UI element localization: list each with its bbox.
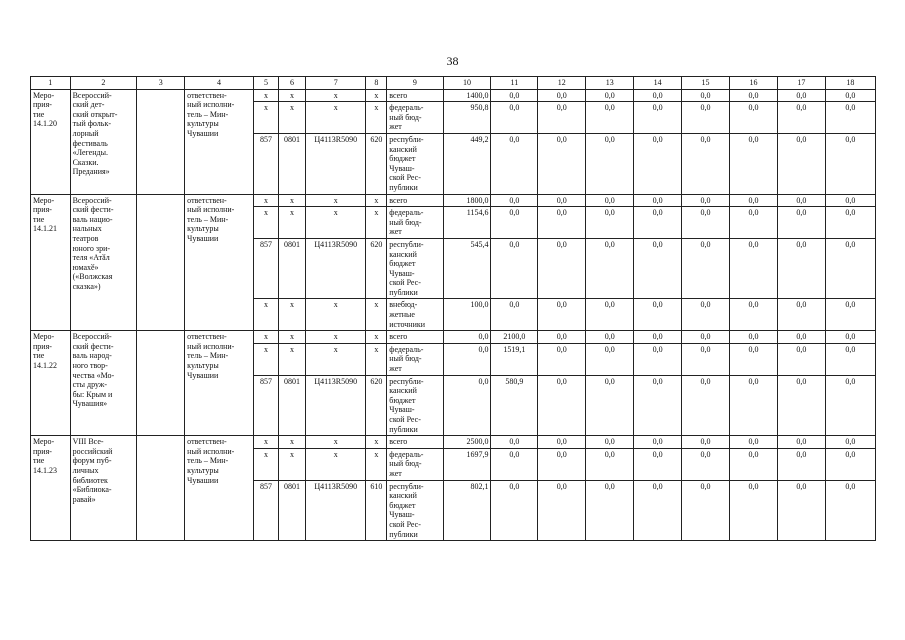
column-header: 10 — [443, 77, 491, 90]
column-header: 2 — [70, 77, 137, 90]
amount-cell: 0,0 — [491, 102, 538, 134]
executor: ответствен- ный исполни- тель – Мин- культуры Чувашии — [185, 436, 254, 541]
grbs-code: x — [253, 194, 278, 207]
grbs-code: x — [253, 331, 278, 344]
amount-cell: 0,0 — [730, 89, 778, 102]
amount-cell: 0,0 — [491, 480, 538, 541]
amount-cell: 1154,6 — [443, 207, 491, 239]
amount-cell: 802,1 — [443, 480, 491, 541]
amount-cell: 0,0 — [777, 133, 825, 194]
amount-cell: 0,0 — [538, 375, 586, 436]
amount-cell: 0,0 — [777, 89, 825, 102]
target-article-code: x — [306, 448, 366, 480]
event-name: Всероссий- ский дет- ский открыт- тый фольк- лорный фестиваль «Легенды. Сказки. Предания» — [70, 89, 137, 194]
column-header: 12 — [538, 77, 586, 90]
expense-type-code: 620 — [366, 133, 387, 194]
amount-cell: 0,0 — [443, 343, 491, 375]
column-header: 16 — [730, 77, 778, 90]
event-name: Всероссий- ский фести- валь народ- ного твор- чества «Мо- сты друж- бы: Крым и Чувашия» — [70, 331, 137, 436]
grbs-code: x — [253, 102, 278, 134]
expense-type-code: x — [366, 299, 387, 331]
amount-cell: 0,0 — [491, 299, 538, 331]
amount-cell: 0,0 — [682, 448, 730, 480]
amount-cell: 0,0 — [730, 436, 778, 449]
column-header: 8 — [366, 77, 387, 90]
column-header: 11 — [491, 77, 538, 90]
section-code: x — [278, 299, 305, 331]
amount-cell: 0,0 — [825, 436, 875, 449]
grbs-code: x — [253, 436, 278, 449]
table-row — [31, 89, 876, 102]
amount-cell: 0,0 — [682, 480, 730, 541]
event-code: Меро- прия- тие 14.1.21 — [31, 194, 71, 331]
expense-type-code: x — [366, 448, 387, 480]
amount-cell: 1800,0 — [443, 194, 491, 207]
amount-cell: 0,0 — [491, 194, 538, 207]
amount-cell: 2100,0 — [491, 331, 538, 344]
event-name: Всероссий- ский фести- валь нацио- нальных театров юного зри- теля «Атӑл юмахӗ» («Волжская сказка») — [70, 194, 137, 331]
amount-cell: 0,0 — [491, 436, 538, 449]
amount-cell: 449,2 — [443, 133, 491, 194]
amount-cell: 0,0 — [730, 207, 778, 239]
amount-cell: 0,0 — [586, 480, 634, 541]
amount-cell: 0,0 — [730, 343, 778, 375]
funding-source: республи- канский бюджет Чуваш- ской Рес- публики — [387, 375, 443, 436]
amount-cell: 0,0 — [634, 102, 682, 134]
funding-source: всего — [387, 89, 443, 102]
column-header: 18 — [825, 77, 875, 90]
amount-cell: 0,0 — [730, 375, 778, 436]
executor: ответствен- ный исполни- тель – Мин- культуры Чувашии — [185, 331, 254, 436]
amount-cell: 0,0 — [634, 194, 682, 207]
amount-cell: 0,0 — [682, 331, 730, 344]
funding-source: всего — [387, 194, 443, 207]
amount-cell: 0,0 — [777, 194, 825, 207]
amount-cell: 0,0 — [538, 448, 586, 480]
expense-type-code: x — [366, 102, 387, 134]
amount-cell: 0,0 — [538, 102, 586, 134]
amount-cell: 0,0 — [730, 133, 778, 194]
amount-cell: 0,0 — [825, 299, 875, 331]
empty-cell — [137, 331, 185, 436]
section-code: 0801 — [278, 133, 305, 194]
target-article-code: x — [306, 331, 366, 344]
amount-cell: 0,0 — [682, 299, 730, 331]
amount-cell: 0,0 — [777, 480, 825, 541]
amount-cell: 0,0 — [825, 194, 875, 207]
section-code: x — [278, 194, 305, 207]
target-article-code: Ц4113R5090 — [306, 238, 366, 299]
amount-cell: 0,0 — [682, 207, 730, 239]
amount-cell: 0,0 — [825, 238, 875, 299]
amount-cell: 0,0 — [825, 448, 875, 480]
amount-cell: 0,0 — [682, 133, 730, 194]
amount-cell: 0,0 — [777, 375, 825, 436]
amount-cell: 0,0 — [730, 448, 778, 480]
expense-type-code: x — [366, 207, 387, 239]
empty-cell — [137, 89, 185, 194]
target-article-code: x — [306, 343, 366, 375]
column-header: 15 — [682, 77, 730, 90]
column-header: 4 — [185, 77, 254, 90]
expense-type-code: x — [366, 194, 387, 207]
amount-cell: 0,0 — [682, 89, 730, 102]
expense-type-code: x — [366, 343, 387, 375]
amount-cell: 0,0 — [586, 436, 634, 449]
amount-cell: 0,0 — [586, 448, 634, 480]
empty-cell — [137, 194, 185, 331]
executor: ответствен- ный исполни- тель – Мин- культуры Чувашии — [185, 194, 254, 331]
amount-cell: 0,0 — [586, 343, 634, 375]
table-row — [31, 436, 876, 449]
grbs-code: x — [253, 299, 278, 331]
target-article-code: x — [306, 102, 366, 134]
target-article-code: x — [306, 436, 366, 449]
page-number: 38 — [446, 54, 459, 68]
target-article-code: Ц4113R5090 — [306, 133, 366, 194]
amount-cell: 0,0 — [538, 343, 586, 375]
funding-source: федераль- ный бюд- жет — [387, 343, 443, 375]
column-header: 13 — [586, 77, 634, 90]
section-code: x — [278, 89, 305, 102]
amount-cell: 0,0 — [825, 375, 875, 436]
grbs-code: 857 — [253, 480, 278, 541]
amount-cell: 1519,1 — [491, 343, 538, 375]
amount-cell: 0,0 — [777, 207, 825, 239]
table-row — [31, 331, 876, 344]
amount-cell: 0,0 — [491, 238, 538, 299]
target-article-code: x — [306, 299, 366, 331]
amount-cell: 0,0 — [586, 299, 634, 331]
amount-cell: 0,0 — [777, 238, 825, 299]
amount-cell: 0,0 — [777, 102, 825, 134]
executor: ответствен- ный исполни- тель – Мин- культуры Чувашии — [185, 89, 254, 194]
amount-cell: 0,0 — [538, 436, 586, 449]
amount-cell: 545,4 — [443, 238, 491, 299]
expense-type-code: x — [366, 436, 387, 449]
column-header: 9 — [387, 77, 443, 90]
grbs-code: x — [253, 343, 278, 375]
amount-cell: 0,0 — [825, 343, 875, 375]
empty-cell — [137, 436, 185, 541]
column-header: 7 — [306, 77, 366, 90]
amount-cell: 0,0 — [538, 299, 586, 331]
budget-table — [30, 76, 876, 541]
grbs-code: x — [253, 448, 278, 480]
target-article-code: x — [306, 89, 366, 102]
expense-type-code: 620 — [366, 238, 387, 299]
amount-cell: 0,0 — [777, 448, 825, 480]
amount-cell: 0,0 — [538, 331, 586, 344]
amount-cell: 0,0 — [825, 207, 875, 239]
grbs-code: 857 — [253, 238, 278, 299]
amount-cell: 580,9 — [491, 375, 538, 436]
amount-cell: 1400,0 — [443, 89, 491, 102]
grbs-code: x — [253, 207, 278, 239]
amount-cell: 0,0 — [682, 194, 730, 207]
grbs-code: 857 — [253, 133, 278, 194]
funding-source: федераль- ный бюд- жет — [387, 207, 443, 239]
expense-type-code: x — [366, 331, 387, 344]
section-code: x — [278, 436, 305, 449]
amount-cell: 0,0 — [538, 89, 586, 102]
amount-cell: 0,0 — [634, 375, 682, 436]
target-article-code: Ц4113R5090 — [306, 375, 366, 436]
section-code: x — [278, 207, 305, 239]
amount-cell: 0,0 — [586, 375, 634, 436]
amount-cell: 0,0 — [586, 207, 634, 239]
amount-cell: 0,0 — [443, 375, 491, 436]
column-header: 3 — [137, 77, 185, 90]
amount-cell: 0,0 — [586, 89, 634, 102]
funding-source: внебюд- жетные источники — [387, 299, 443, 331]
amount-cell: 2500,0 — [443, 436, 491, 449]
amount-cell: 0,0 — [538, 194, 586, 207]
amount-cell: 0,0 — [634, 207, 682, 239]
amount-cell: 0,0 — [538, 480, 586, 541]
amount-cell: 0,0 — [634, 89, 682, 102]
amount-cell: 0,0 — [825, 133, 875, 194]
amount-cell: 0,0 — [730, 194, 778, 207]
grbs-code: 857 — [253, 375, 278, 436]
amount-cell: 0,0 — [634, 480, 682, 541]
amount-cell: 0,0 — [538, 238, 586, 299]
funding-source: федераль- ный бюд- жет — [387, 448, 443, 480]
amount-cell: 0,0 — [730, 102, 778, 134]
event-code: Меро- прия- тие 14.1.20 — [31, 89, 71, 194]
funding-source: республи- канский бюджет Чуваш- ской Рес- публики — [387, 238, 443, 299]
column-header: 5 — [253, 77, 278, 90]
amount-cell: 0,0 — [730, 238, 778, 299]
funding-source: республи- канский бюджет Чуваш- ской Рес- публики — [387, 480, 443, 541]
column-number-row — [31, 77, 876, 90]
amount-cell: 0,0 — [682, 343, 730, 375]
funding-source: федераль- ный бюд- жет — [387, 102, 443, 134]
section-code: x — [278, 102, 305, 134]
column-header: 14 — [634, 77, 682, 90]
amount-cell: 1697,9 — [443, 448, 491, 480]
amount-cell: 0,0 — [634, 299, 682, 331]
funding-source: республи- канский бюджет Чуваш- ской Рес- публики — [387, 133, 443, 194]
target-article-code: x — [306, 194, 366, 207]
amount-cell: 0,0 — [586, 194, 634, 207]
table-row — [31, 194, 876, 207]
amount-cell: 0,0 — [825, 331, 875, 344]
amount-cell: 0,0 — [777, 343, 825, 375]
column-header: 17 — [777, 77, 825, 90]
section-code: x — [278, 331, 305, 344]
amount-cell: 0,0 — [730, 331, 778, 344]
section-code: 0801 — [278, 375, 305, 436]
section-code: x — [278, 448, 305, 480]
target-article-code: x — [306, 207, 366, 239]
column-header: 6 — [278, 77, 305, 90]
amount-cell: 0,0 — [634, 448, 682, 480]
event-name: VIII Все- российский форум пуб- личных библиотек «Библиока- равай» — [70, 436, 137, 541]
amount-cell: 0,0 — [682, 102, 730, 134]
amount-cell: 0,0 — [586, 331, 634, 344]
amount-cell: 0,0 — [634, 331, 682, 344]
amount-cell: 0,0 — [538, 133, 586, 194]
amount-cell: 0,0 — [777, 436, 825, 449]
grbs-code: x — [253, 89, 278, 102]
amount-cell: 0,0 — [730, 299, 778, 331]
amount-cell: 0,0 — [634, 343, 682, 375]
amount-cell: 0,0 — [682, 375, 730, 436]
amount-cell: 0,0 — [777, 331, 825, 344]
amount-cell: 0,0 — [586, 102, 634, 134]
amount-cell: 0,0 — [491, 207, 538, 239]
section-code: x — [278, 343, 305, 375]
funding-source: всего — [387, 436, 443, 449]
funding-source: всего — [387, 331, 443, 344]
amount-cell: 0,0 — [825, 102, 875, 134]
amount-cell: 0,0 — [825, 89, 875, 102]
amount-cell: 0,0 — [634, 133, 682, 194]
amount-cell: 0,0 — [538, 207, 586, 239]
amount-cell: 0,0 — [634, 436, 682, 449]
section-code: 0801 — [278, 238, 305, 299]
target-article-code: Ц4113R5090 — [306, 480, 366, 541]
column-header: 1 — [31, 77, 71, 90]
amount-cell: 0,0 — [825, 480, 875, 541]
amount-cell: 0,0 — [491, 89, 538, 102]
amount-cell: 0,0 — [682, 436, 730, 449]
amount-cell: 0,0 — [682, 238, 730, 299]
event-code: Меро- прия- тие 14.1.22 — [31, 331, 71, 436]
amount-cell: 0,0 — [730, 480, 778, 541]
amount-cell: 0,0 — [586, 133, 634, 194]
amount-cell: 0,0 — [777, 299, 825, 331]
expense-type-code: x — [366, 89, 387, 102]
amount-cell: 0,0 — [443, 331, 491, 344]
section-code: 0801 — [278, 480, 305, 541]
amount-cell: 950,8 — [443, 102, 491, 134]
amount-cell: 0,0 — [491, 448, 538, 480]
expense-type-code: 620 — [366, 375, 387, 436]
amount-cell: 0,0 — [634, 238, 682, 299]
expense-type-code: 610 — [366, 480, 387, 541]
amount-cell: 0,0 — [491, 133, 538, 194]
amount-cell: 100,0 — [443, 299, 491, 331]
amount-cell: 0,0 — [586, 238, 634, 299]
event-code: Меро- прия- тие 14.1.23 — [31, 436, 71, 541]
